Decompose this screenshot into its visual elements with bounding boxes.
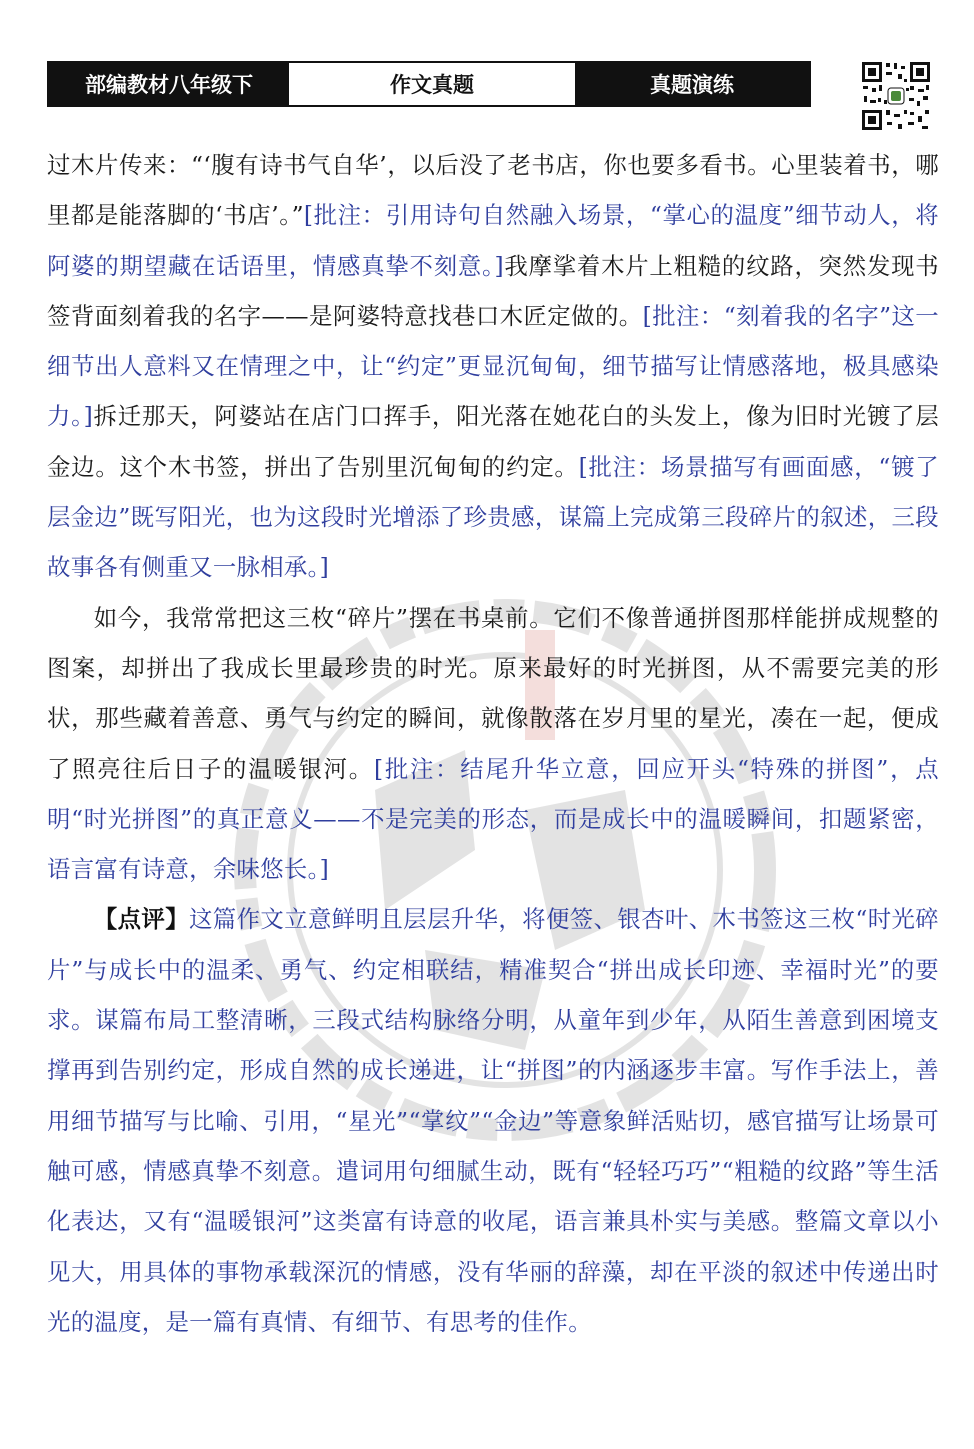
review-tag: 【点评】 (93, 905, 189, 934)
review-body: 这篇作文立意鲜明且层层升华，将便签、银杏叶、木书签这三枚“时光碎片”与成长中的温柔、勇气、约定相联结，精准契合“拼出成长印迹、幸福时光”的要求。谋篇布局工整清晰，三段式结构脉络分明，从童年到少年，从陌生善意到困境支撑再到告别约定，形成自然的成长递进，让“拼图”的内涵逐步丰富。写作手法上，善用细节描写与比喻、引用，“星光”“掌纹”“金边”等意象鲜活贴切，感官描写让场景可触可感，情感真挚不刻意。遣词用句细腻生动，既有“轻轻巧巧”“粗糙的纹路”等生活化表达，又有“温暖银河”这类富有诗意的收尾，语言兼具朴实与美感。整篇文章以小见大，用具体的事物承载深沉的情感，没有华丽的辞藻，却在平淡的叙述中传递出时光的温度，是一篇有真情、有细节、有思考的佳作。 (47, 905, 939, 1336)
annotation-note: [批注：“刻着我的名字”这一细节出人意料又在情理之中，让“约定”更显沉甸甸，细节描写让情感落地，极具感染力。] (47, 301, 940, 431)
header-center-label: 作文真题 (289, 63, 575, 105)
header-bar (47, 61, 811, 107)
annotation-note: [批注：引用诗句自然融入场景，“掌心的温度”细节动人，将阿婆的期望藏在话语里，情感真挚不刻意。] (47, 201, 939, 280)
paragraph-1 (47, 140, 939, 593)
annotation-note: [批注：结尾升华立意，回应开头“特殊的拼图”，点明“时光拼图”的真正意义——不是完美的形态，而是成长中的温暖瞬间，扣题紧密，语言富有诗意，余味悠长。] (47, 754, 939, 884)
annotation-note: [批注：场景描写有画面感，“镀了层金边”既写阳光，也为这段时光增添了珍贵感，谋篇上完成第三段碎片的叙述，三段故事各有侧重又一脉相承。] (47, 452, 939, 582)
article-body (47, 140, 939, 1347)
review-paragraph (47, 894, 939, 1347)
paragraph-text: 我摩挲着木片上粗糙的纹路，突然发现书签背面刻着我的名字——是阿婆特意找巷口木匠定做的。 (47, 251, 939, 330)
paragraph-text: 过木片传来：“‘腹有诗书气自华’，以后没了老书店，你也要多看书。心里装着书，哪里都是能落脚的‘书店’。” (47, 151, 939, 230)
paragraph-text: 拆迁那天，阿婆站在店门口挥手，阳光落在她花白的头发上，像为旧时光镀了层金边。这个木书签，拼出了告别里沉甸甸的约定。 (47, 402, 940, 481)
header-right-label: 真题演练 (575, 63, 809, 105)
header-left-label: 部编教材八年级下 (49, 63, 289, 105)
paragraph-text: 如今，我常常把这三枚“碎片”摆在书桌前。它们不像普通拼图那样能拼成规整的图案，却拼出了我成长里最珍贵的时光。原来最好的时光拼图，从不需要完美的形状，那些藏着善意、勇气与约定的瞬间，就像散落在岁月里的星光，凑在一起，便成了照亮往后日子的温暖银河。 (47, 603, 939, 783)
paragraph-2 (47, 593, 939, 895)
qr-code-icon[interactable] (860, 60, 932, 132)
